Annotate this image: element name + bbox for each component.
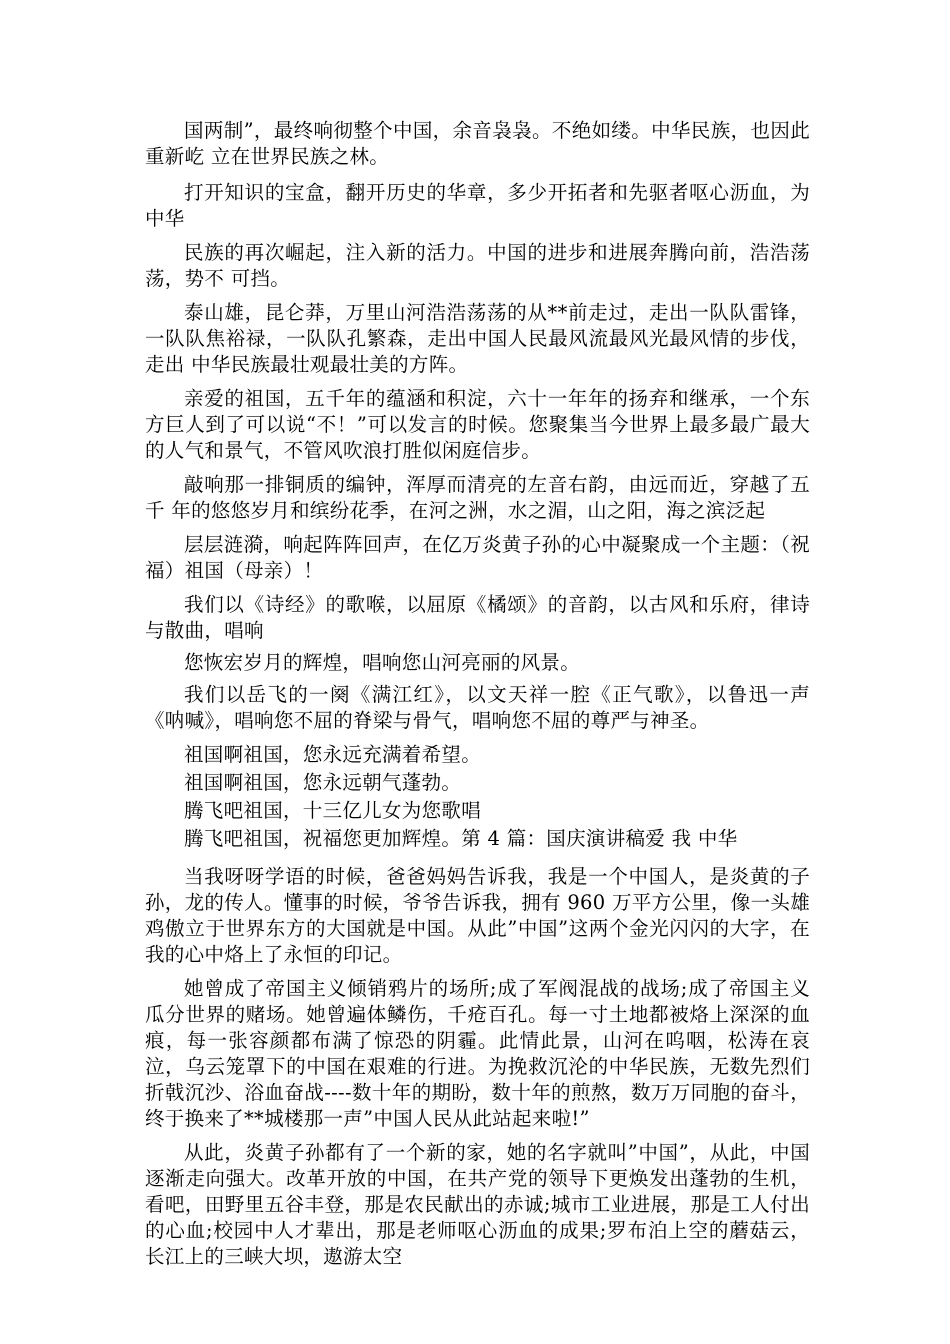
paragraph-16: 她曾成了帝国主义倾销鸦片的场所;成了军阀混战的战场;成了帝国主义瓜分世界的赌场。她曾遍体鳞伤，千疮百孔。每一寸土地都被烙上深深的血痕，每一张容颜都布满了惊恐的阴霾。此情此景，山河在呜咽，松涛在哀泣，乌云笼罩下的中国在艰难的行进。为挽救沉沦的中华民族，无数先烈们折戟沉沙、浴血奋战----数十年的期盼，数十年的煎熬，数万万同胞的奋斗，终于换来了**城楼那一声”中国人民从此站起来啦!” [145,977,810,1130]
paragraph-7: 层层涟漪，响起阵阵回声，在亿万炎黄子孙的心中凝聚成一个主题：（祝福）祖国（母亲）！ [145,533,810,582]
paragraph-4: 泰山雄，昆仑莽，万里山河浩浩荡荡的从**前走过，走出一队队雷锋， 一队队焦裕禄，一队队孔繁森，走出中国人民最风流最风光最风情的步伐，走出 中华民族最壮观最壮美的方阵。 [145,301,810,376]
paragraph-8: 我们以《诗经》的歌喉，以屈原《橘颂》的音韵，以古风和乐府，律诗与散曲，唱响 [145,593,810,642]
document-page [145,118,810,1270]
paragraph-5: 亲爱的祖国，五千年的蕴涵和积淀，六十一年年的扬弃和继承，一个东方巨人到了可以说“不！”可以发言的时候。您聚集当今世界上最多最广最大的人气和景气，不管风吹浪打胜似闲庭信步。 [145,387,810,462]
paragraph-17: 从此，炎黄子孙都有了一个新的家，她的名字就叫”中国”，从此，中国逐渐走向强大。改革开放的中国，在共产党的领导下更焕发出蓬勃的生机，看吧，田野里五谷丰登，那是农民献出的赤诚;城市工业进展，那是工人付出的心血;校园中人才辈出，那是老师呕心沥血的成果;罗布泊上空的蘑菇云，长江上的三峡大坝，遨游太空 [145,1141,810,1268]
paragraph-3: 民族的再次崛起，注入新的活力。中国的进步和进展奔腾向前，浩浩荡荡，势不 可挡。 [145,241,810,290]
paragraph-13: 腾飞吧祖国，十三亿儿女为您歌唱 [184,799,482,822]
paragraph-2: 打开知识的宝盒，翻开历史的华章，多少开拓者和先驱者呕心沥血，为中华 [145,181,810,230]
paragraph-10: 我们以岳飞的一阕《满江红》，以文天祥一腔《正气歌》，以鲁迅一声《呐喊》，唱响您不屈的脊梁与骨气，唱响您不屈的尊严与神圣。 [145,683,810,732]
paragraph-11: 祖国啊祖国，您永远充满着希望。 [184,743,482,766]
paragraph-6: 敲响那一排铜质的编钟，浑厚而清亮的左音右韵，由远而近，穿越了五千 年的悠悠岁月和缤纷花季，在河之洲，水之湄，山之阳，海之滨泛起 [145,473,810,522]
paragraph-12: 祖国啊祖国，您永远朝气蓬勃。 [184,771,462,794]
paragraph-15: 当我呀呀学语的时候，爸爸妈妈告诉我，我是一个中国人，是炎黄的子孙，龙的传人。懂事的时候，爷爷告诉我，拥有 960 万平方公里，像一头雄鸡傲立于世界东方的大国就是中国。从此”中国”这两个金光闪闪的大字，在我的心中烙上了永恒的印记。 [145,865,810,966]
paragraph-1: 国两制”，最终响彻整个中国，余音袅袅。不绝如缕。中华民族，也因此重新屹 立在世界民族之林。 [145,119,810,168]
paragraph-9: 您恢宏岁月的辉煌，唱响您山河亮丽的风景。 [184,651,581,674]
paragraph-14: 腾飞吧祖国，祝福您更加辉煌。第 4 篇：国庆演讲稿爱 我 中华 [184,827,738,850]
